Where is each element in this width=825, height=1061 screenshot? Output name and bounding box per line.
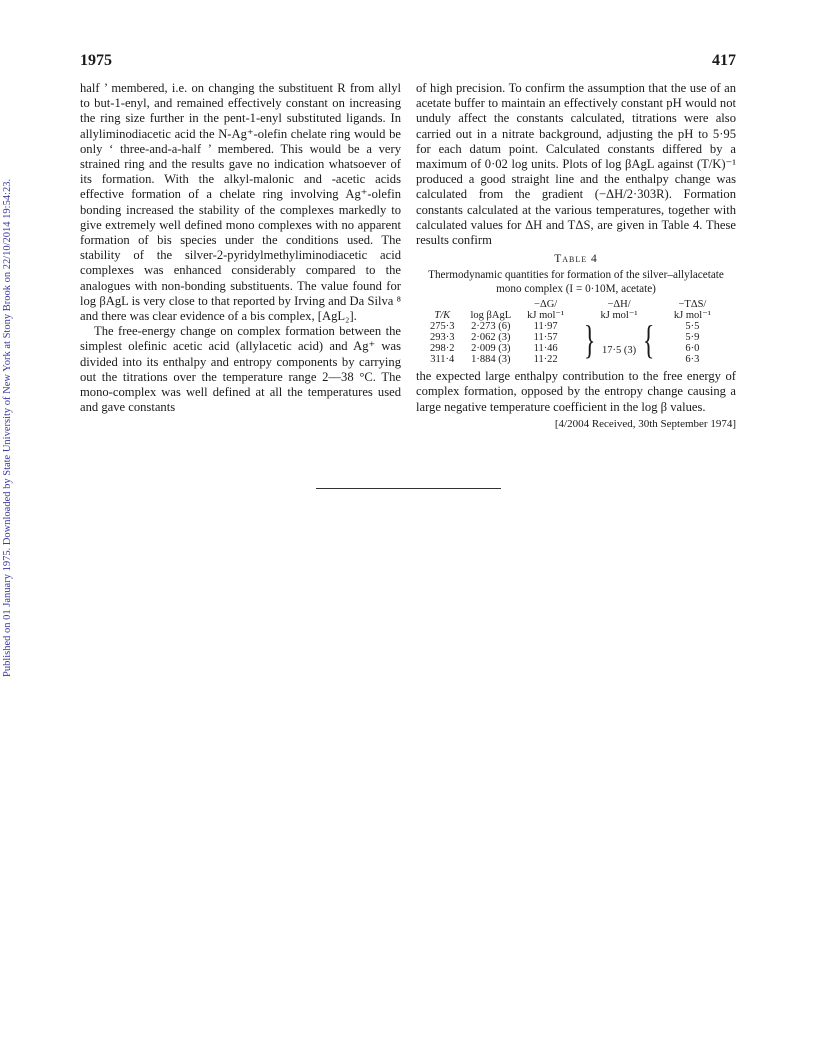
table-label: Table 4	[554, 253, 598, 266]
download-notice: Published on 01 January 1975. Downloaded by State University of New York at Stony Brook on 22/10/2014 19:54:23.	[2, 178, 13, 678]
left-column	[80, 81, 401, 415]
table-row	[422, 343, 719, 354]
col-top-1	[463, 299, 520, 310]
col-head-0: T/K	[434, 310, 451, 322]
end-rule	[316, 488, 501, 489]
dH-common-value: 17·5 (3)	[601, 345, 637, 357]
cell-dG: 11·57	[533, 332, 558, 344]
cell-T: 275·3	[430, 321, 455, 333]
cell-TdS: 5·5	[685, 321, 700, 333]
table-row	[422, 332, 719, 343]
cell-T: 311·4	[430, 354, 455, 366]
left-paragraph-2: The free-energy change on complex formation between the simplest olefinic acetic acid (allylacetic acid) and Ag⁺ was divided into its enthalpy and entropy components by carrying out the titrations over the temperature range 2—38 °C. The mono-complex was well defined at all the temperatures used and gave constants	[80, 324, 401, 415]
cell-logb: 2·273 (6)	[471, 321, 511, 333]
right-paragraph-1: of high precision. To confirm the assumption that the use of an acetate buffer to maintain an effectively constant pH would not unduly affect the constants calculated, titrations were also carried out in a nitrate background, adjusting the pH to 5·95 for each datum point. Calculated constants differed by a maximum of 0·02 log units. Plots of log βAgL against (T/K)⁻¹ produced a good straight line and the enthalpy change was calculated from the gradient (−ΔH/2·303R). Formation constants calculated at the various temperatures, together with calculated values for ΔH and TΔS, are given in Table 4. These results confirm	[416, 81, 736, 248]
col-top-0	[422, 299, 463, 310]
cell-dG: 11·97	[533, 321, 558, 333]
cell-dG: 11·46	[533, 343, 558, 355]
cell-T: 298·2	[430, 343, 455, 355]
col-head-1: log βAgL	[470, 310, 512, 322]
table-caption-text: Thermodynamic quantities for formation of the silver–allylacetate mono complex (I = 0·10M, acetate)	[428, 269, 724, 296]
left-brace-icon: }	[583, 317, 596, 363]
cell-TdS: 6·0	[685, 343, 700, 355]
left-paragraph-1: half ’ membered, i.e. on changing the substituent R from allyl to but-1-enyl, and remained effectively constant on increasing the ring size further in the pent-1-enyl substituted ligands. In allyliminodiacetic acid the N-Ag⁺-olefin chelate ring would be only ‘ three-and-a-half ’ membered. This would be a very strained ring and the results gave no indication whatsoever of its formation. With the alkyl-malonic and -acetic acids effective formation of a chelate ring involving Ag⁺-olefin bonding increased the stability of the complexes markedly to give extremely well defined mono complexes with no apparent formation of bis species under the conditions used. The stability of the silver-2-pyridylmethyliminodiacetic acid complexes was enhanced considerably compared to the analogues with non-bonding substituents. The value found for log βAgL is very close to that reported by Irving and Da Silva ⁸ and there was clear evidence of a bis complex, [AgL₂].	[80, 81, 401, 324]
journal-year: 1975	[80, 52, 112, 69]
cell-TdS: 6·3	[685, 354, 700, 366]
right-column	[416, 81, 736, 432]
cell-logb: 2·062 (3)	[471, 332, 511, 344]
cell-TdS: 5·9	[685, 332, 700, 344]
cell-dG: 11·22	[533, 354, 558, 366]
table-row	[422, 321, 719, 332]
table-caption	[416, 252, 736, 296]
col-head-3: kJ mol⁻¹	[600, 310, 638, 322]
cell-dH	[572, 317, 666, 365]
col-top-3: −ΔH/	[607, 299, 631, 311]
table-row	[422, 354, 719, 365]
right-brace-icon: {	[642, 317, 655, 363]
col-top-4: −TΔS/	[678, 299, 707, 311]
page-number: 417	[712, 52, 736, 69]
received-date: [4/2004 Received, 30th September 1974]	[554, 417, 736, 430]
col-head-4: kJ mol⁻¹	[673, 310, 711, 322]
col-top-2: −ΔG/	[534, 299, 558, 311]
right-paragraph-2: the expected large enthalpy contribution to the free energy of complex formation, opposed by the entropy change causing a large negative temperature coefficient in the log β values.	[416, 369, 736, 414]
cell-logb: 2·009 (3)	[471, 343, 511, 355]
cell-T: 293·3	[430, 332, 455, 344]
thermodynamics-table	[422, 299, 719, 365]
col-head-2: kJ mol⁻¹	[527, 310, 565, 322]
cell-logb: 1·884 (3)	[471, 354, 511, 366]
